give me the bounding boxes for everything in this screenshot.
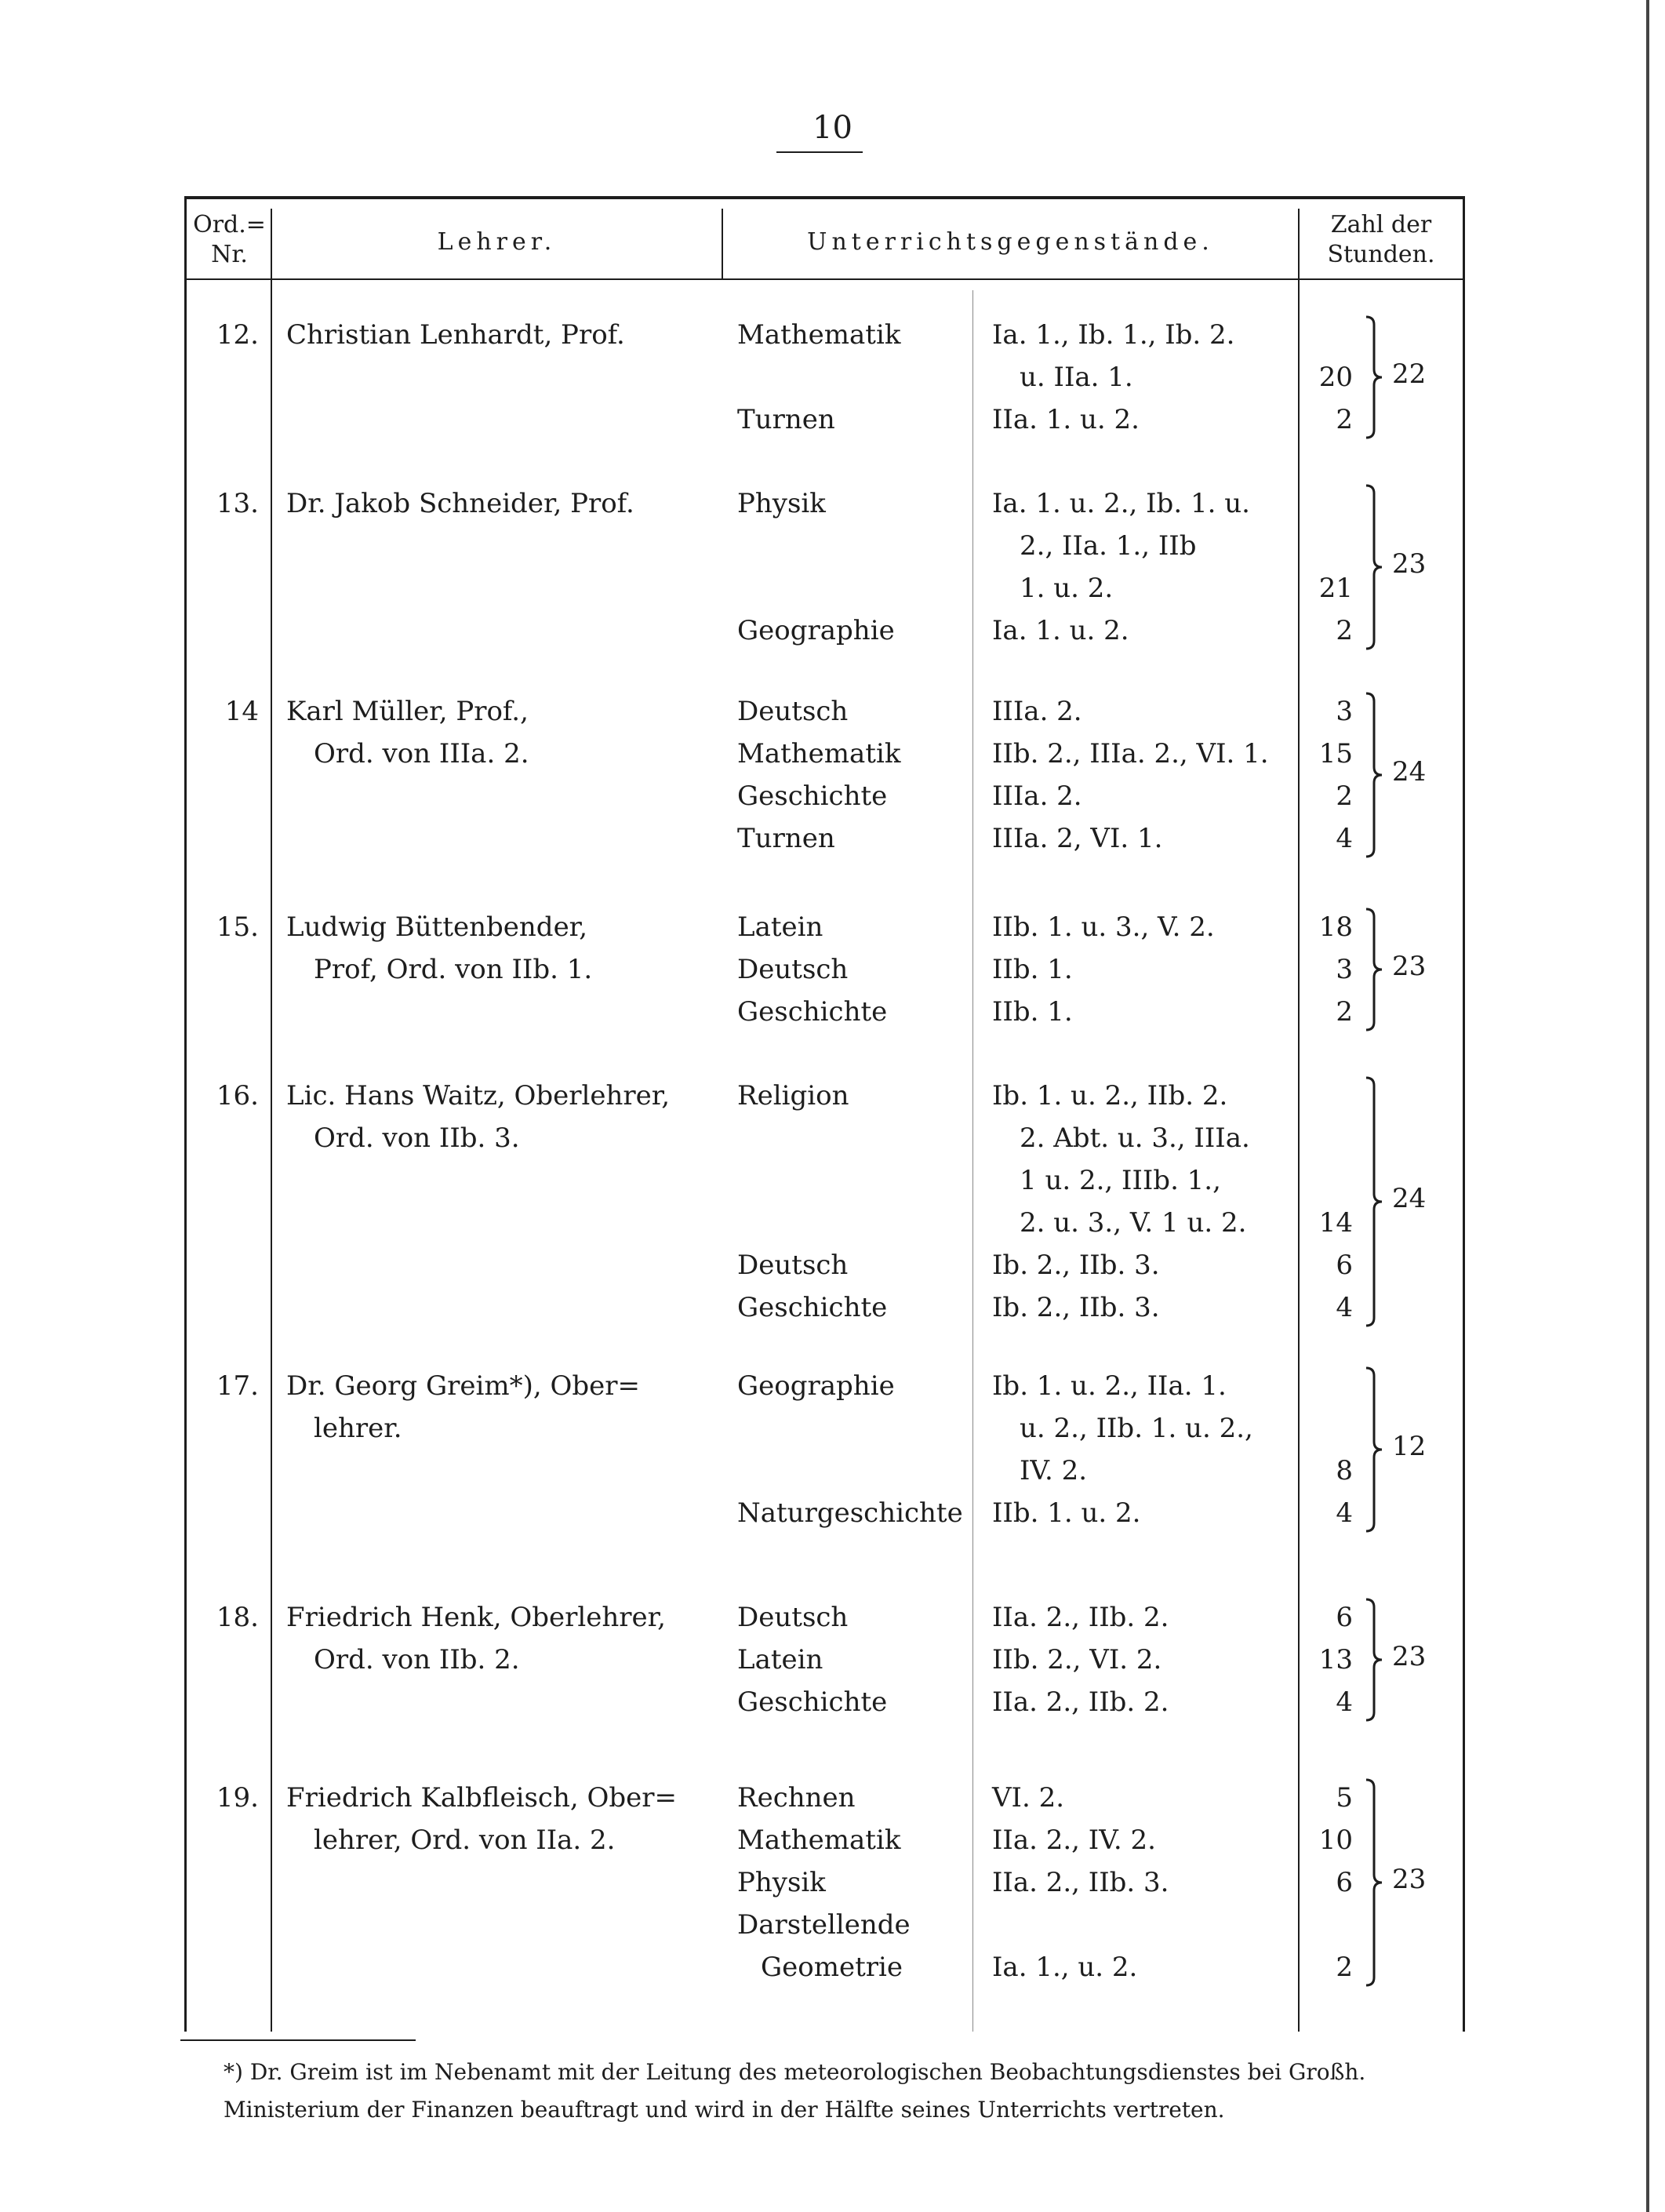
header-stunden-line1: Zahl der	[1330, 211, 1432, 238]
subject-name: Deutsch	[737, 696, 849, 727]
hours-brace	[1363, 1596, 1387, 1723]
teacher-name: Ord. von IIb. 3.	[314, 1122, 520, 1154]
teacher-name: Prof, Ord. von IIb. 1.	[314, 954, 593, 985]
subject-hours: 3	[1336, 696, 1353, 727]
subject-name: Physik	[737, 1867, 826, 1898]
teacher-name: Dr. Georg Greim*), Ober=	[286, 1370, 640, 1402]
teacher-nr: 16.	[216, 1080, 259, 1111]
subject-classes: VI. 2.	[992, 1782, 1065, 1814]
subject-name: Mathematik	[737, 1825, 901, 1856]
teacher-nr: 18.	[216, 1602, 259, 1633]
subject-classes: IIIa. 2, VI. 1.	[992, 823, 1163, 854]
subject-classes: 2. Abt. u. 3., IIIa.	[1020, 1122, 1250, 1154]
subject-hours: 2	[1336, 1952, 1353, 1983]
subject-name: Mathematik	[737, 738, 901, 769]
subject-name: Religion	[737, 1080, 849, 1111]
subject-classes: Ia. 1., Ib. 1., Ib. 2.	[992, 319, 1235, 351]
subject-classes: IIb. 1.	[992, 954, 1073, 985]
subject-hours: 15	[1318, 738, 1353, 769]
subject-classes: Ib. 2., IIb. 3.	[992, 1250, 1160, 1281]
subject-classes: IIIa. 2.	[992, 696, 1082, 727]
teacher-name: Ord. von IIIa. 2.	[314, 738, 529, 769]
teacher-name: Christian Lenhardt, Prof.	[286, 319, 625, 351]
subject-hours: 6	[1336, 1602, 1353, 1633]
subject-name: Geschichte	[737, 1292, 888, 1323]
hours-brace	[1363, 314, 1387, 441]
subject-hours: 3	[1336, 954, 1353, 985]
teacher-total-hours: 22	[1392, 358, 1427, 390]
page-number-underline	[776, 151, 863, 153]
header-gegenstaende: Unterrichtsgegenstände.	[807, 228, 1214, 256]
teacher-total-hours: 12	[1392, 1431, 1427, 1462]
teacher-name: Friedrich Kalbfleisch, Ober=	[286, 1782, 677, 1814]
subject-classes: IIb. 1. u. 2.	[992, 1497, 1141, 1529]
subject-classes: IIb. 1.	[992, 996, 1073, 1028]
subject-classes: 1 u. 2., IIIb. 1.,	[1020, 1165, 1221, 1196]
subject-hours: 5	[1336, 1782, 1353, 1814]
col-divider-classes	[972, 290, 973, 2032]
subject-hours: 2	[1336, 404, 1353, 435]
subject-hours: 8	[1336, 1455, 1353, 1486]
hours-brace	[1363, 1365, 1387, 1534]
subject-hours: 4	[1336, 1686, 1353, 1718]
subject-classes: 1. u. 2.	[1020, 573, 1114, 604]
subject-classes: IIa. 2., IIb. 2.	[992, 1602, 1169, 1633]
teacher-name: Lic. Hans Waitz, Oberlehrer,	[286, 1080, 671, 1111]
subject-name: Naturgeschichte	[737, 1497, 963, 1529]
header-ord-nr-line2: Nr.	[211, 241, 248, 268]
hours-brace	[1363, 482, 1387, 652]
subject-hours: 6	[1336, 1867, 1353, 1898]
header-stunden	[1300, 210, 1463, 270]
subject-classes: IIa. 2., IIb. 3.	[992, 1867, 1169, 1898]
teacher-total-hours: 24	[1392, 756, 1427, 788]
subject-name: Geographie	[737, 615, 895, 646]
footnote-line-1: *) Dr. Greim ist im Nebenamt mit der Leitung des meteorologischen Beobachtungsdienstes bei Großh.	[224, 2059, 1366, 2085]
teacher-nr: 15.	[216, 911, 259, 943]
subject-name: Deutsch	[737, 954, 849, 985]
table-left-border	[184, 196, 187, 2032]
table-top-rule	[184, 196, 1465, 199]
footnote-line-2: Ministerium der Finanzen beauftragt und wird in der Hälfte seines Unterrichts vertreten.	[224, 2097, 1225, 2123]
subject-hours: 10	[1318, 1825, 1353, 1856]
subject-name: Mathematik	[737, 319, 901, 351]
teacher-name: Karl Müller, Prof.,	[286, 696, 529, 727]
teacher-nr: 19.	[216, 1782, 259, 1814]
teacher-nr: 14	[224, 696, 259, 727]
subject-name: Deutsch	[737, 1250, 849, 1281]
subject-name: Physik	[737, 488, 826, 519]
subject-hours: 20	[1318, 362, 1353, 393]
subject-classes: IIb. 2., IIIa. 2., VI. 1.	[992, 738, 1269, 769]
col-divider-nr	[271, 209, 272, 2032]
subject-classes: IIa. 2., IIb. 2.	[992, 1686, 1169, 1718]
subject-name: Geschichte	[737, 996, 888, 1028]
scan-edge	[1646, 0, 1649, 2212]
teacher-nr: 12.	[216, 319, 259, 351]
teacher-name: lehrer, Ord. von IIa. 2.	[314, 1825, 616, 1856]
subject-hours: 4	[1336, 1292, 1353, 1323]
subject-hours: 14	[1318, 1207, 1353, 1239]
teacher-name: Ludwig Büttenbender,	[286, 911, 588, 943]
hours-brace	[1363, 906, 1387, 1033]
subject-name: Geographie	[737, 1370, 895, 1402]
teacher-name: Ord. von IIb. 2.	[314, 1644, 520, 1675]
teacher-nr: 17.	[216, 1370, 259, 1402]
subject-classes: IIa. 1. u. 2.	[992, 404, 1140, 435]
subject-classes: IIb. 2., VI. 2.	[992, 1644, 1162, 1675]
subject-hours: 18	[1318, 911, 1353, 943]
subject-name: Geometrie	[761, 1952, 903, 1983]
subject-hours: 4	[1336, 823, 1353, 854]
subject-name: Deutsch	[737, 1602, 849, 1633]
hours-brace	[1363, 1777, 1387, 1988]
subject-classes: IIb. 1. u. 3., V. 2.	[992, 911, 1215, 943]
teacher-nr: 13.	[216, 488, 259, 519]
teacher-total-hours: 23	[1392, 1641, 1427, 1672]
subject-classes: Ia. 1., u. 2.	[992, 1952, 1138, 1983]
table-bottom-rule	[180, 2039, 416, 2041]
header-bottom-rule	[184, 278, 1465, 280]
subject-classes: 2., IIa. 1., IIb	[1020, 530, 1197, 562]
table-right-border	[1463, 196, 1465, 2032]
teacher-name: lehrer.	[314, 1413, 402, 1444]
subject-name: Turnen	[737, 823, 835, 854]
hours-brace	[1363, 1075, 1387, 1329]
subject-classes: u. 2., IIb. 1. u. 2.,	[1020, 1413, 1253, 1444]
teacher-total-hours: 23	[1392, 548, 1427, 580]
subject-classes: u. IIa. 1.	[1020, 362, 1133, 393]
subject-name: Latein	[737, 1644, 823, 1675]
subject-classes: Ia. 1. u. 2., Ib. 1. u.	[992, 488, 1250, 519]
subject-classes: IV. 2.	[1020, 1455, 1088, 1486]
subject-name: Turnen	[737, 404, 835, 435]
col-divider-gegenstaende	[1298, 209, 1300, 2032]
subject-hours: 13	[1318, 1644, 1353, 1675]
hours-brace	[1363, 690, 1387, 860]
subject-classes: 2. u. 3., V. 1 u. 2.	[1020, 1207, 1247, 1239]
header-lehrer: Lehrer.	[437, 228, 557, 256]
header-stunden-line2: Stunden.	[1327, 241, 1435, 268]
subject-name: Rechnen	[737, 1782, 856, 1814]
subject-classes: Ib. 1. u. 2., IIa. 1.	[992, 1370, 1227, 1402]
subject-name: Latein	[737, 911, 823, 943]
subject-hours: 6	[1336, 1250, 1353, 1281]
subject-classes: Ia. 1. u. 2.	[992, 615, 1129, 646]
subject-hours: 21	[1318, 573, 1353, 604]
teacher-name: Dr. Jakob Schneider, Prof.	[286, 488, 634, 519]
subject-hours: 4	[1336, 1497, 1353, 1529]
teacher-total-hours: 24	[1392, 1183, 1427, 1214]
subject-classes: IIIa. 2.	[992, 780, 1082, 812]
subject-hours: 2	[1336, 780, 1353, 812]
subject-classes: Ib. 2., IIb. 3.	[992, 1292, 1160, 1323]
subject-hours: 2	[1336, 996, 1353, 1028]
subject-name: Darstellende	[737, 1909, 911, 1941]
subject-classes: IIa. 2., IV. 2.	[992, 1825, 1156, 1856]
page-number: 10	[813, 110, 852, 146]
header-ord-nr	[188, 210, 271, 270]
header-ord-nr-line1: Ord.=	[193, 211, 266, 238]
teacher-name: Friedrich Henk, Oberlehrer,	[286, 1602, 666, 1633]
subject-classes: Ib. 1. u. 2., IIb. 2.	[992, 1080, 1228, 1111]
subject-name: Geschichte	[737, 780, 888, 812]
subject-name: Geschichte	[737, 1686, 888, 1718]
subject-hours: 2	[1336, 615, 1353, 646]
teacher-total-hours: 23	[1392, 951, 1427, 982]
teacher-total-hours: 23	[1392, 1864, 1427, 1895]
